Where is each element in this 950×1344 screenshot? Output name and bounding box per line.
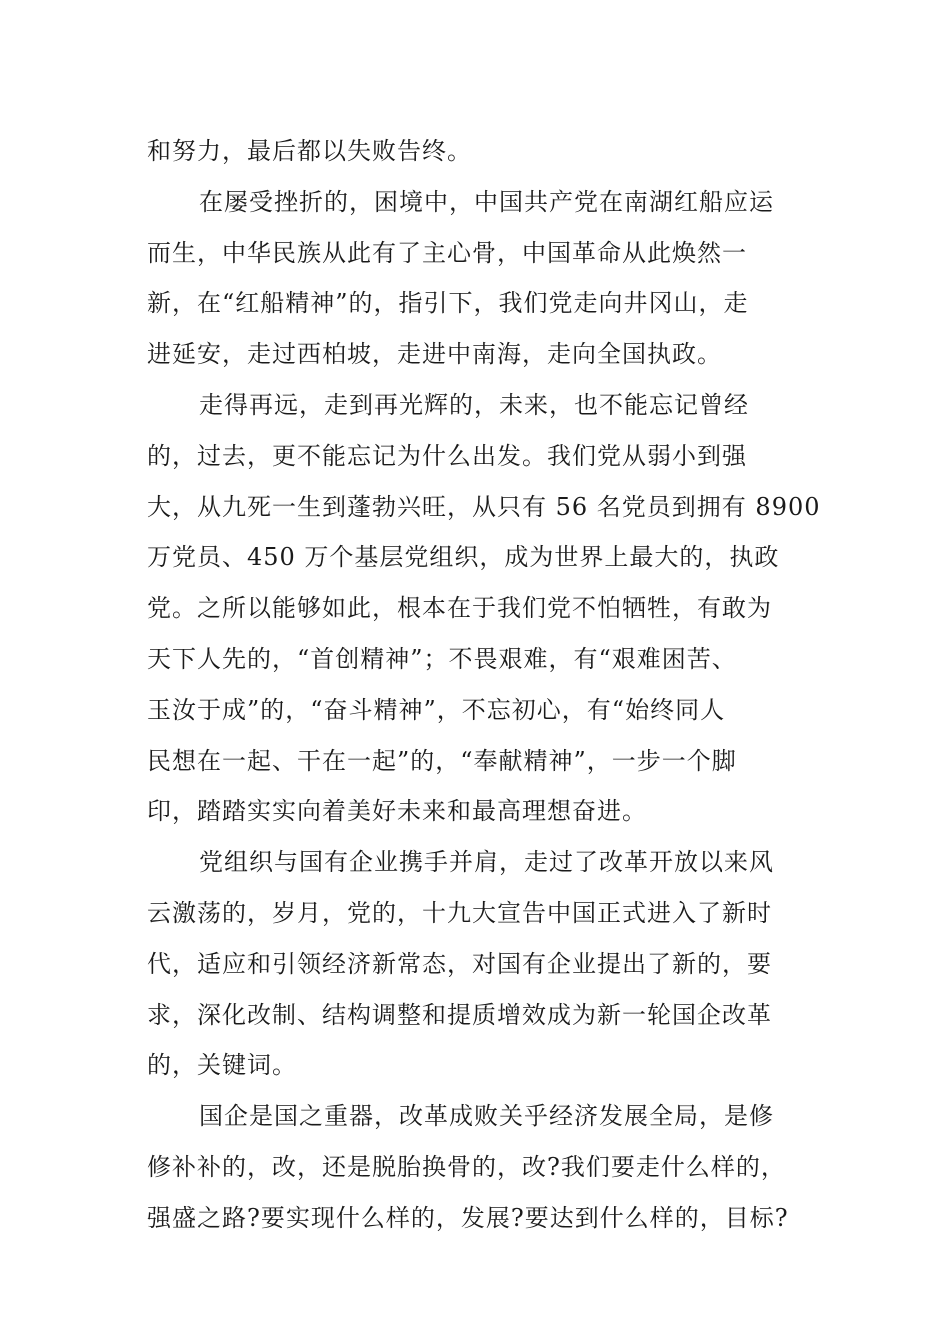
text-line: 万党员、450 万个基层党组织，成为世界上最大的，执政 xyxy=(147,543,780,572)
text-line: 的，过去，更不能忘记为什么出发。我们党从弱小到强 xyxy=(147,441,747,470)
text-line: 天下人先的，“首创精神”；不畏艰难，有“艰难困苦、 xyxy=(147,644,737,673)
text-line: 走得再远，走到再光辉的，未来，也不能忘记曾经 xyxy=(199,390,749,419)
text-line: 云激荡的，岁月，党的，十九大宣告中国正式进入了新时 xyxy=(147,898,772,927)
text-line: 修补补的，改，还是脱胎换骨的，改?我们要走什么样的， xyxy=(147,1152,786,1181)
text-line: 强盛之路?要实现什么样的，发展?要达到什么样的，目标? xyxy=(147,1203,789,1232)
text-line: 玉汝于成”的，“奋斗精神”，不忘初心，有“始终同人 xyxy=(147,695,726,724)
text-line: 党。之所以能够如此，根本在于我们党不怕牺牲，有敢为 xyxy=(147,594,772,623)
text-line: 国企是国之重器，改革成败关乎经济发展全局，是修 xyxy=(199,1102,774,1131)
text-line: 新，在“红船精神”的，指引下，我们党走向井冈山，走 xyxy=(147,289,749,318)
text-line: 和努力，最后都以失败告终。 xyxy=(147,137,472,165)
text-line: 大，从九死一生到蓬勃兴旺，从只有 56 名党员到拥有 8900 xyxy=(147,492,821,521)
text-line: 求，深化改制、结构调整和提质增效成为新一轮国企改革 xyxy=(147,1000,772,1029)
text-line: 在屡受挫折的，困境中，中国共产党在南湖红船应运 xyxy=(199,187,774,216)
text-line: 而生，中华民族从此有了主心骨，中国革命从此焕然一 xyxy=(147,238,747,267)
text-line: 代，适应和引领经济新常态，对国有企业提出了新的，要 xyxy=(147,949,772,978)
text-line: 印，踏踏实实向着美好未来和最高理想奋进。 xyxy=(147,797,647,826)
text-line: 的，关键词。 xyxy=(147,1051,297,1080)
text-line: 党组织与国有企业携手并肩，走过了改革开放以来风 xyxy=(199,848,774,877)
text-line: 进延安，走过西柏坡，走进中南海，走向全国执政。 xyxy=(147,340,722,369)
body-text xyxy=(147,126,821,1244)
text-line: 民想在一起、干在一起”的，“奉献精神”，一步一个脚 xyxy=(147,746,737,775)
